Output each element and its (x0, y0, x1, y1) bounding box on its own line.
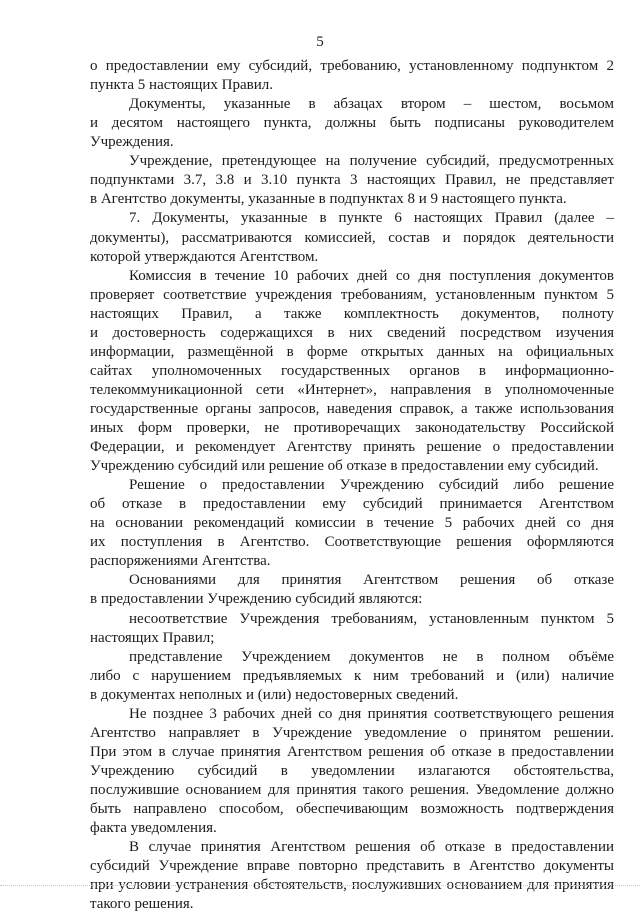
scan-edge-divider (0, 885, 640, 886)
text-line: Учреждения. (90, 134, 174, 151)
text-line: Документы, указанные в абзацах втором – шестом, восьмом (129, 96, 614, 113)
text-line: и достоверность содержащихся в них сведений посредством изучения (90, 324, 614, 341)
text-line: послужившие основанием для принятия такого решения. Уведомление должно (90, 781, 614, 798)
text-line: настоящих Правил; (90, 629, 215, 646)
text-line: документы), рассматриваются комиссией, состав и порядок деятельности (90, 229, 614, 246)
text-line: распоряжениями Агентства. (90, 553, 271, 570)
text-line: на основании рекомендаций комиссии в течение 5 рабочих дней со дня (90, 515, 614, 532)
text-line: иных форм проверки, не противоречащих законодательству Российской (90, 419, 614, 436)
text-line: факта уведомления. (90, 820, 217, 836)
text-line: Основаниями для принятия Агентством решения об отказе (129, 572, 614, 589)
text-line: либо с нарушением предъявляемых к ним требований и (или) наличие (90, 667, 614, 684)
text-line: Комиссия в течение 10 рабочих дней со дня поступления документов (129, 267, 614, 284)
text-line: об отказе в предоставлении ему субсидий принимается Агентством (90, 496, 614, 513)
text-line: 7. Документы, указанные в пункте 6 настоящих Правил (далее – (129, 210, 614, 227)
text-line: быть направлено способом, обеспечивающим возможность подтверждения (90, 801, 614, 817)
text-line: Агентство направляет в Учреждение уведомление о принятом решении. (90, 724, 614, 741)
text-line: их поступления в Агентство. Соответствующие решения оформляются (90, 534, 614, 551)
text-line: такого решения. (90, 896, 194, 913)
text-line: Федерации, и рекомендует Агентству принять решение о предоставлении (90, 439, 614, 455)
text-line: Учреждению субсидий в уведомлении излагаются обстоятельства, (90, 762, 614, 779)
text-line: При этом в случае принятия Агентством решения об отказе в предоставлении (90, 743, 614, 760)
text-line: представление Учреждением документов не в полном объёме (129, 648, 614, 665)
text-line: и десятом настоящего пункта, должны быть подписаны руководителем (90, 115, 614, 132)
text-line: проверяет соответствие учреждения требованиям, установленным пунктом 5 (90, 286, 614, 303)
text-line: информации, размещённой в форме открытых данных на официальных (90, 343, 614, 360)
text-line: в Агентство документы, указанные в подпунктах 8 и 9 настоящего пункта. (90, 191, 567, 208)
text-line: в предоставлении Учреждению субсидий являются: (90, 591, 423, 608)
text-line: в документах неполных и (или) недостоверных сведений. (90, 686, 459, 703)
text-line: субсидий Учреждение вправе повторно представить в Агентство документы (90, 858, 614, 875)
text-line: телекоммуникационной сети «Интернет», направления в уполномоченные (90, 381, 614, 398)
page-number: 5 (316, 34, 324, 50)
text-line: пункта 5 настоящих Правил. (90, 77, 274, 93)
text-line: настоящих Правил, а также комплектность документов, полноту (90, 305, 614, 322)
text-line: Учреждение, претендующее на получение субсидий, предусмотренных (129, 153, 614, 170)
text-line: государственные органы запросов, наведения справок, а также использования (90, 400, 614, 417)
text-line: несоответствие Учреждения требованиям, установленным пунктом 5 (129, 610, 614, 627)
text-line: В случае принятия Агентством решения об отказе в предоставлении (129, 839, 614, 856)
text-line: которой утверждаются Агентством. (90, 248, 319, 265)
text-line: Учреждению субсидий или решение об отказе в предоставлении ему субсидий. (90, 458, 599, 475)
text-line: при условии устранения обстоятельств, послуживших основанием для принятия (90, 877, 614, 894)
text-line: сайтах уполномоченных государственных органов в информационно- (90, 362, 614, 379)
text-line: Не позднее 3 рабочих дней со дня принятия соответствующего решения (129, 705, 614, 722)
text-line: подпунктами 3.7, 3.8 и 3.10 пункта 3 настоящих Правил, не представляет (90, 172, 614, 189)
text-line: Решение о предоставлении Учреждению субсидий либо решение (129, 477, 614, 494)
text-line: о предоставлении ему субсидий, требованию, установленному подпунктом 2 (90, 58, 614, 74)
